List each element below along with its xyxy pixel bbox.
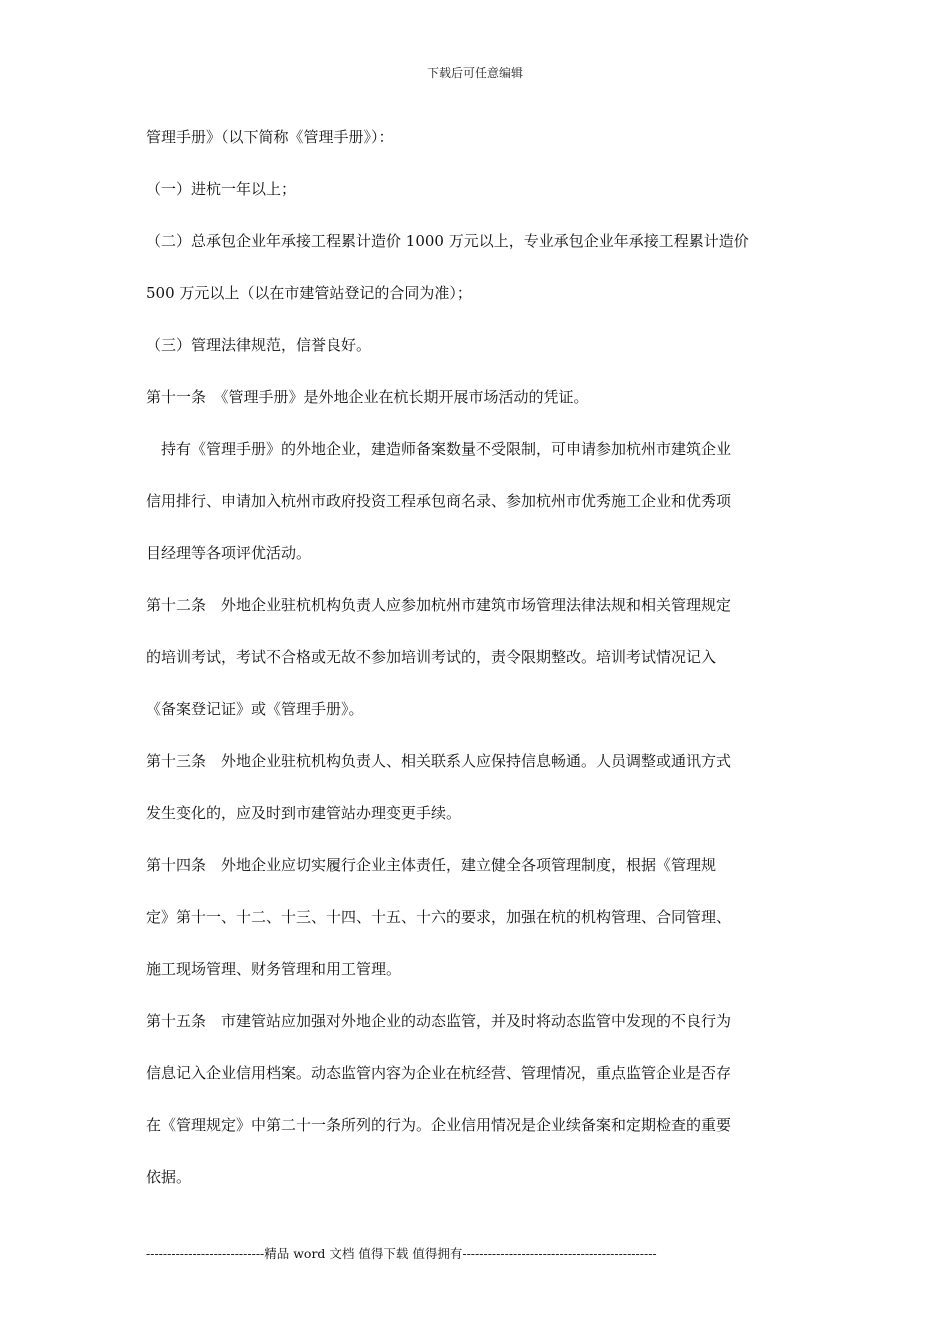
body-line: （二）总承包企业年承接工程累计造价 1000 万元以上，专业承包企业年承接工程累计造价 bbox=[146, 232, 749, 250]
footer-watermark-line: ----------------------------精品 word 文档 值得下载 值得拥有---------------------------------------------- bbox=[146, 1246, 657, 1261]
header-note: 下载后可任意编辑 bbox=[426, 66, 523, 80]
article-11-heading: 第十一条 《管理手册》是外地企业在杭长期开展市场活动的凭证。 bbox=[146, 388, 589, 406]
body-line: （一）进杭一年以上； bbox=[146, 180, 297, 198]
article-13-heading: 第十三条 外地企业驻杭机构负责人、相关联系人应保持信息畅通。人员调整或通讯方式 bbox=[146, 752, 732, 770]
body-line: 管理手册》（以下简称《管理手册》）： bbox=[146, 128, 394, 146]
body-line: 《备案登记证》或《管理手册》。 bbox=[146, 700, 364, 718]
body-line: 信息记入企业信用档案。动态监管内容为企业在杭经营、管理情况，重点监管企业是否存 bbox=[146, 1064, 732, 1082]
body-line: 定》第十一、十二、十三、十四、十五、十六的要求，加强在杭的机构管理、合同管理、 bbox=[146, 908, 732, 926]
body-line: 施工现场管理、财务管理和用工管理。 bbox=[146, 960, 402, 978]
body-line: 目经理等各项评优活动。 bbox=[146, 544, 312, 562]
body-line: 在《管理规定》中第二十一条所列的行为。企业信用情况是企业续备案和定期检查的重要 bbox=[146, 1116, 732, 1134]
article-15-heading: 第十五条 市建管站应加强对外地企业的动态监管，并及时将动态监管中发现的不良行为 bbox=[146, 1012, 732, 1030]
body-line: 持有《管理手册》的外地企业，建造师备案数量不受限制，可申请参加杭州市建筑企业 bbox=[146, 440, 732, 458]
body-line: 发生变化的，应及时到市建管站办理变更手续。 bbox=[146, 804, 462, 822]
body-line: 的培训考试，考试不合格或无故不参加培训考试的，责令限期整改。培训考试情况记入 bbox=[146, 648, 717, 666]
article-14-heading: 第十四条 外地企业应切实履行企业主体责任，建立健全各项管理制度，根据《管理规 bbox=[146, 856, 717, 874]
article-12-heading: 第十二条 外地企业驻杭机构负责人应参加杭州市建筑市场管理法律法规和相关管理规定 bbox=[146, 596, 732, 614]
document-body bbox=[146, 124, 814, 1216]
body-line: 500 万元以上（以在市建管站登记的合同为准）； bbox=[146, 284, 472, 302]
body-line: （三）管理法律规范，信誉良好。 bbox=[146, 336, 372, 354]
body-line: 信用排行、申请加入杭州市政府投资工程承包商名录、参加杭州市优秀施工企业和优秀项 bbox=[146, 492, 732, 510]
body-line: 依据。 bbox=[146, 1168, 192, 1186]
